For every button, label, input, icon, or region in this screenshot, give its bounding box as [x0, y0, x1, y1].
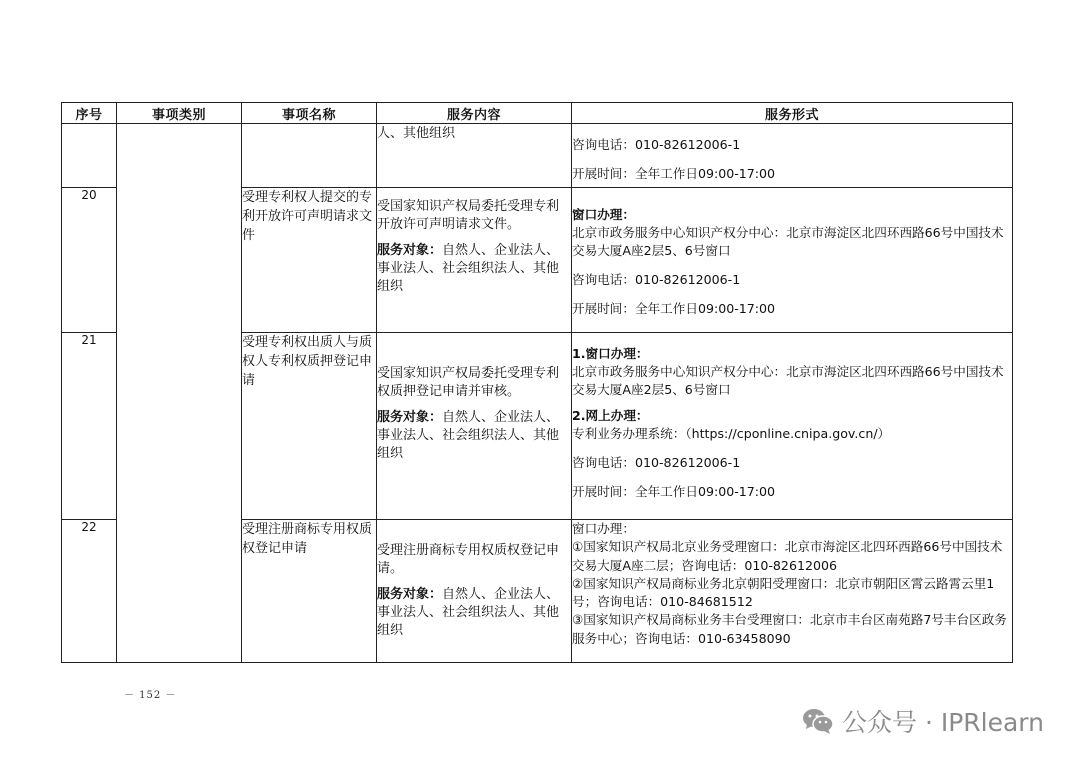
window-item-3: ③国家知识产权局商标业务丰台受理窗口：北京市丰台区南苑路7号丰台区政务服务中心；咨询电话：010-63458090 — [572, 612, 1007, 646]
service-targets — [377, 242, 571, 296]
name-cell: 受理注册商标专用权质权登记申请 — [242, 520, 377, 663]
content-cell — [377, 188, 572, 333]
targets-label: 服务对象： — [377, 587, 443, 602]
hours-text: 开展时间：全年工作日09:00-17:00 — [572, 166, 776, 181]
window-item-2: ②国家知识产权局商标业务北京朝阳受理窗口：北京市朝阳区霄云路霄云里1号；咨询电话：010-84681512 — [572, 575, 995, 610]
name-cell: 受理专利权出质人与质权人专利权质押登记申请 — [242, 333, 377, 520]
service-table — [61, 102, 1013, 663]
wechat-icon — [802, 707, 834, 735]
header-seq: 序号 — [62, 103, 117, 124]
form-cell — [572, 333, 1013, 520]
targets-text: 自然人、企业法人、事业法人、社会组织法人、其他组织 — [377, 587, 560, 638]
content-cell — [377, 333, 572, 520]
name-cell — [242, 124, 377, 188]
targets-text: 自然人、企业法人、事业法人、社会组织法人、其他组织 — [377, 410, 560, 461]
form-cell — [572, 520, 1013, 663]
watermark-text: 公众号 · IPRlearn — [842, 708, 1044, 737]
page-number: － 152 － — [124, 690, 177, 701]
header-category: 事项类别 — [117, 103, 242, 124]
seq-cell: 21 — [62, 333, 117, 520]
name-cell: 受理专利权人提交的专利开放许可声明请求文件 — [242, 188, 377, 333]
online-title: 2.网上办理： — [572, 408, 649, 423]
table-row — [62, 124, 1013, 188]
window-address: 北京市政务服务中心知识产权分中心：北京市海淀区北四环西路66号中国技术交易大厦A座2层5、6号窗口 — [572, 364, 1004, 397]
content-text: 受国家知识产权局委托受理专利权质押登记申请并审核。 — [377, 366, 560, 399]
window-address: 北京市政务服务中心知识产权分中心：北京市海淀区北四环西路66号中国技术交易大厦A座2层5、6号窗口 — [572, 225, 1004, 258]
content-text: 受理注册商标专用权质权登记申请。 — [377, 543, 560, 576]
header-service-content: 服务内容 — [377, 103, 572, 124]
category-cell — [117, 124, 242, 663]
service-targets — [377, 586, 571, 640]
header-item-name: 事项名称 — [242, 103, 377, 124]
content-cell — [377, 520, 572, 663]
watermark — [802, 703, 1044, 739]
content-text: 人、其他组织 — [377, 126, 456, 141]
phone-text: 咨询电话：010-82612006-1 — [572, 272, 741, 287]
seq-cell — [62, 124, 117, 188]
window-title: 1.窗口办理： — [572, 346, 649, 361]
hours-text: 开展时间：全年工作日09:00-17:00 — [572, 301, 776, 316]
phone-text: 咨询电话：010-82612006-1 — [572, 137, 741, 152]
seq-cell: 20 — [62, 188, 117, 333]
phone-text: 咨询电话：010-82612006-1 — [572, 455, 741, 470]
header-row — [62, 103, 1013, 124]
header-service-form: 服务形式 — [572, 103, 1013, 124]
targets-label: 服务对象： — [377, 410, 443, 425]
content-text: 受国家知识产权局委托受理专利开放许可声明请求文件。 — [377, 199, 560, 232]
online-system: 专利业务办理系统：（https://cponline.cnipa.gov.cn/） — [572, 426, 891, 441]
window-title: 窗口办理： — [572, 207, 635, 222]
window-title: 窗口办理： — [572, 521, 635, 536]
form-cell — [572, 188, 1013, 333]
window-item-1: ①国家知识产权局北京业务受理窗口：北京市海淀区北四环西路66号中国技术交易大厦A座二层；咨询电话：010-82612006 — [572, 539, 1003, 573]
service-targets — [377, 409, 571, 463]
targets-text: 自然人、企业法人、事业法人、社会组织法人、其他组织 — [377, 243, 560, 294]
hours-text: 开展时间：全年工作日09:00-17:00 — [572, 484, 776, 499]
seq-cell: 22 — [62, 520, 117, 663]
content-cell — [377, 124, 572, 188]
targets-label: 服务对象： — [377, 243, 443, 258]
form-cell — [572, 124, 1013, 188]
